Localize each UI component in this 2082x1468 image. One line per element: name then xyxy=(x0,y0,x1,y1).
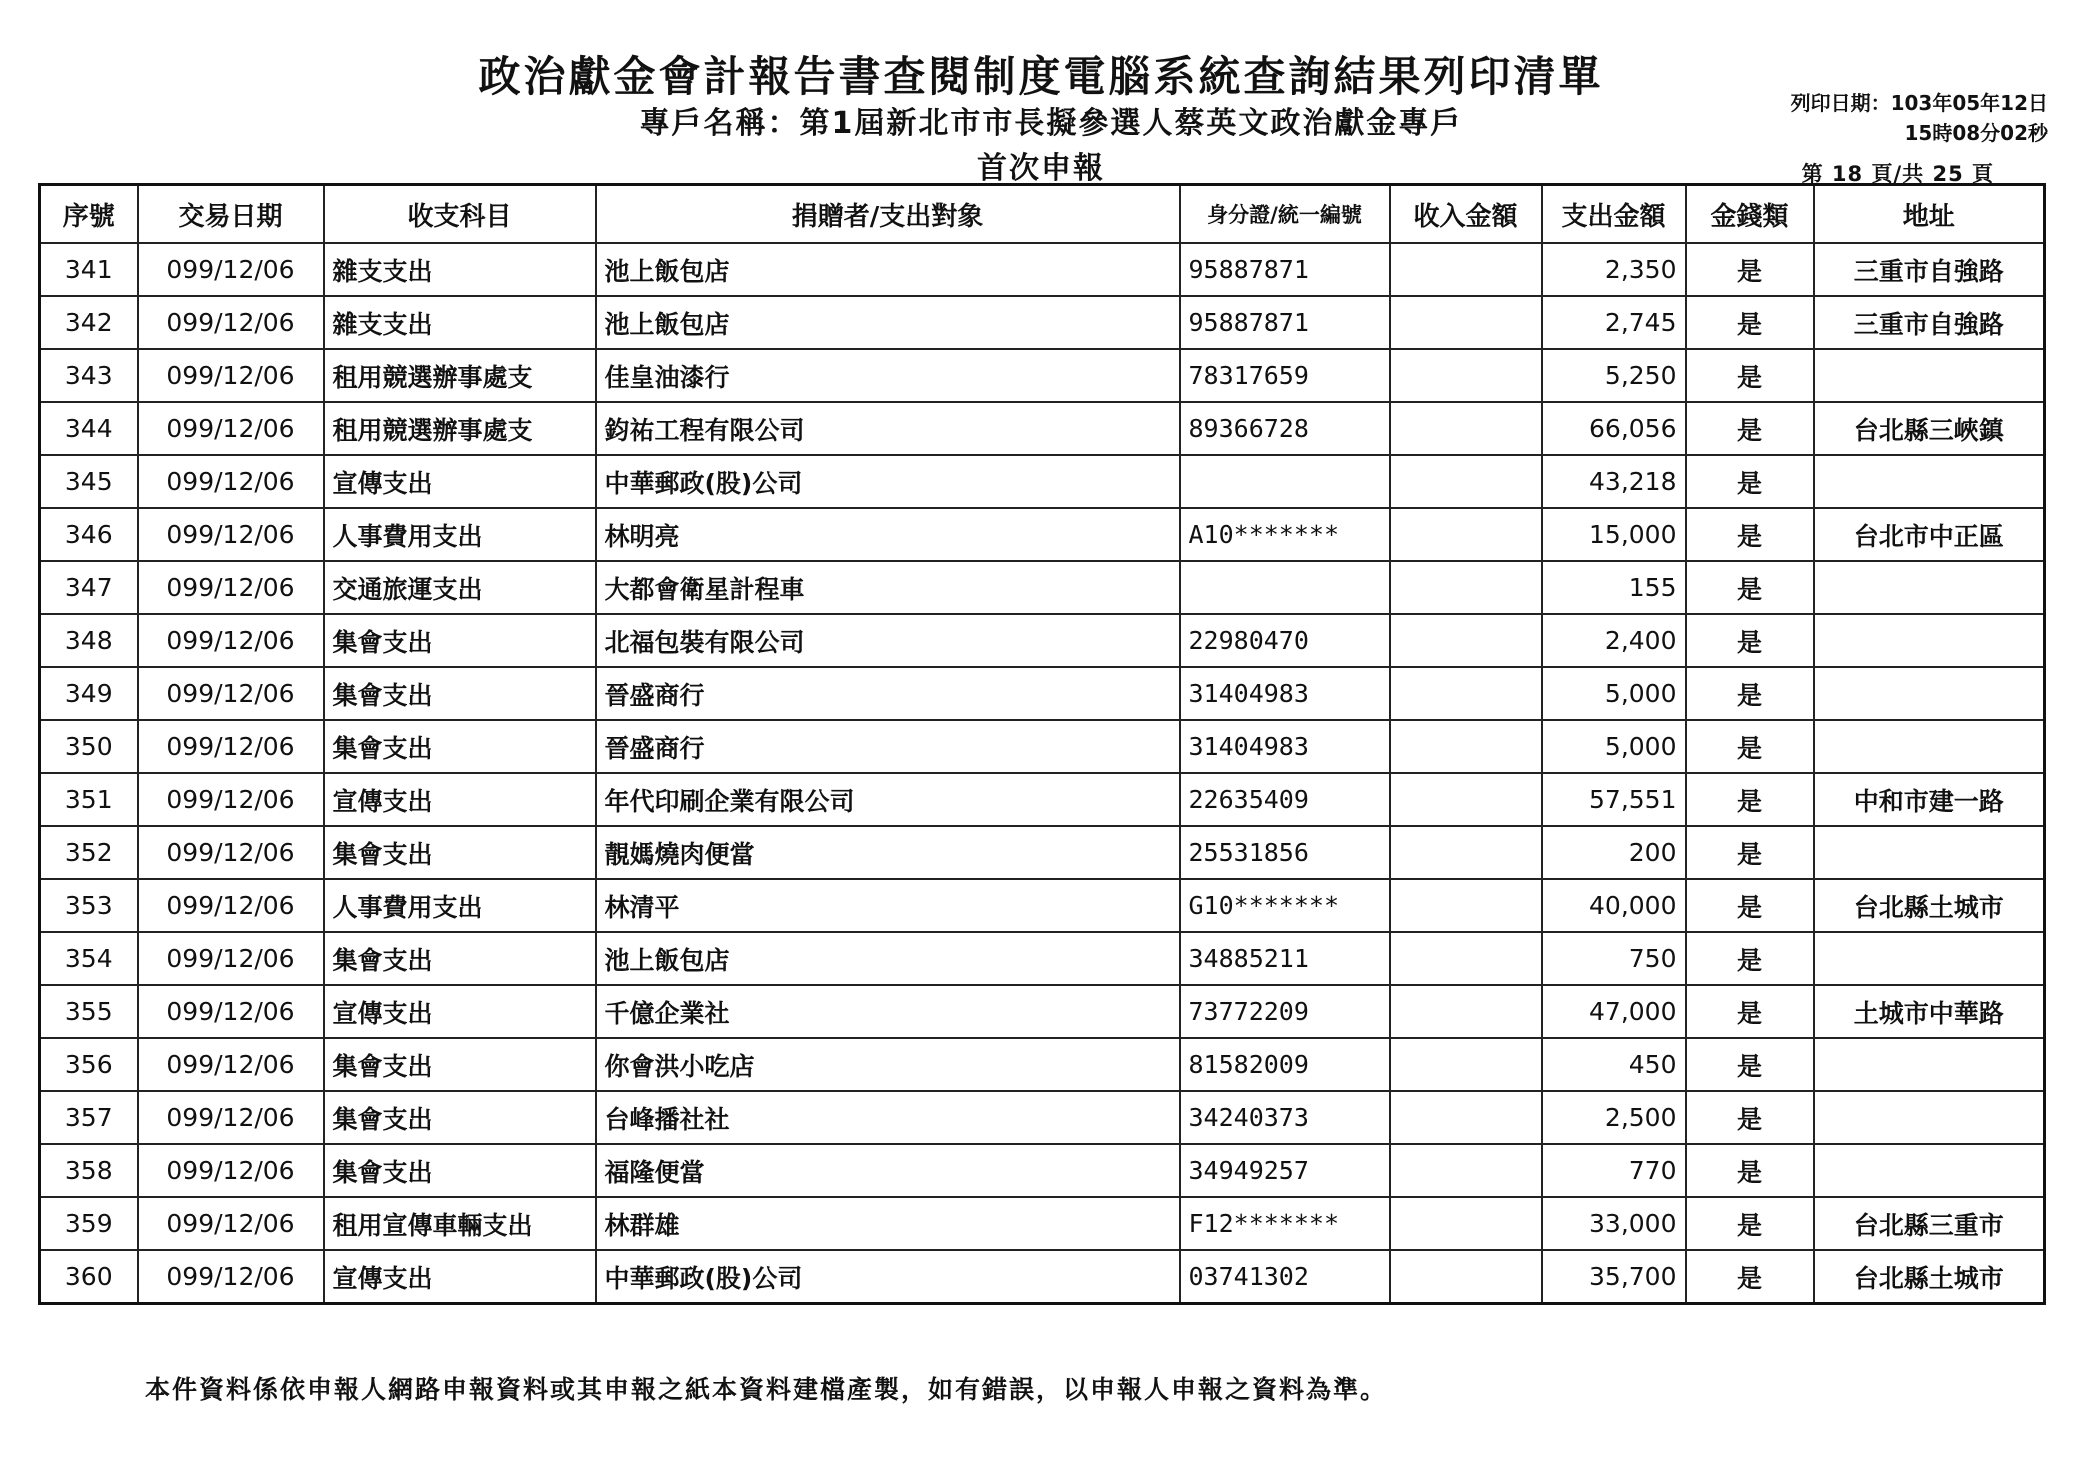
cell-date: 099/12/06 xyxy=(138,402,324,455)
cell-payee: 中華郵政(股)公司 xyxy=(596,455,1180,508)
table-header-row xyxy=(40,185,2045,244)
cell-seq: 349 xyxy=(40,667,138,720)
cell-id-number: 31404983 xyxy=(1180,667,1390,720)
cell-payee: 台峰播社社 xyxy=(596,1091,1180,1144)
cell-id-number: 22635409 xyxy=(1180,773,1390,826)
cell-payee: 晉盛商行 xyxy=(596,667,1180,720)
cell-seq: 354 xyxy=(40,932,138,985)
cell-seq: 342 xyxy=(40,296,138,349)
ledger-body xyxy=(40,243,2045,1304)
cell-seq: 353 xyxy=(40,879,138,932)
cell-expense: 35,700 xyxy=(1542,1250,1686,1304)
cell-date: 099/12/06 xyxy=(138,1197,324,1250)
table-row xyxy=(40,720,2045,773)
cell-category: 集會支出 xyxy=(324,720,596,773)
cell-address xyxy=(1814,455,2045,508)
cell-id-number: 25531856 xyxy=(1180,826,1390,879)
cell-address: 土城市中華路 xyxy=(1814,985,2045,1038)
table-row xyxy=(40,773,2045,826)
cell-payee: 北福包裝有限公司 xyxy=(596,614,1180,667)
cell-seq: 357 xyxy=(40,1091,138,1144)
cell-address xyxy=(1814,667,2045,720)
cell-income xyxy=(1390,349,1542,402)
cell-category: 雜支支出 xyxy=(324,296,596,349)
cell-expense: 40,000 xyxy=(1542,879,1686,932)
cell-expense: 2,400 xyxy=(1542,614,1686,667)
cell-address xyxy=(1814,1144,2045,1197)
cell-id-number: 89366728 xyxy=(1180,402,1390,455)
cell-id-number: A10******* xyxy=(1180,508,1390,561)
column-header-date: 交易日期 xyxy=(138,185,324,244)
cell-payee: 池上飯包店 xyxy=(596,932,1180,985)
cell-money-type: 是 xyxy=(1686,985,1814,1038)
cell-date: 099/12/06 xyxy=(138,508,324,561)
cell-address: 中和市建一路 xyxy=(1814,773,2045,826)
cell-date: 099/12/06 xyxy=(138,932,324,985)
cell-category: 租用競選辦事處支 xyxy=(324,402,596,455)
table-row xyxy=(40,508,2045,561)
cell-category: 集會支出 xyxy=(324,932,596,985)
cell-money-type: 是 xyxy=(1686,720,1814,773)
cell-income xyxy=(1390,1144,1542,1197)
column-header-id: 身分證/統一編號 xyxy=(1180,185,1390,244)
cell-address xyxy=(1814,349,2045,402)
cell-money-type: 是 xyxy=(1686,1197,1814,1250)
cell-money-type: 是 xyxy=(1686,455,1814,508)
cell-seq: 355 xyxy=(40,985,138,1038)
cell-seq: 343 xyxy=(40,349,138,402)
table-row xyxy=(40,879,2045,932)
cell-expense: 2,500 xyxy=(1542,1091,1686,1144)
cell-money-type: 是 xyxy=(1686,508,1814,561)
column-header-payee: 捐贈者/支出對象 xyxy=(596,185,1180,244)
cell-date: 099/12/06 xyxy=(138,455,324,508)
cell-category: 宣傳支出 xyxy=(324,985,596,1038)
cell-address: 台北縣土城市 xyxy=(1814,1250,2045,1304)
cell-income xyxy=(1390,667,1542,720)
cell-money-type: 是 xyxy=(1686,614,1814,667)
table-row xyxy=(40,1250,2045,1304)
cell-seq: 351 xyxy=(40,773,138,826)
cell-category: 集會支出 xyxy=(324,826,596,879)
cell-payee: 福隆便當 xyxy=(596,1144,1180,1197)
table-row xyxy=(40,826,2045,879)
cell-address: 台北縣三峽鎮 xyxy=(1814,402,2045,455)
cell-seq: 358 xyxy=(40,1144,138,1197)
cell-category: 集會支出 xyxy=(324,667,596,720)
cell-money-type: 是 xyxy=(1686,402,1814,455)
cell-id-number: 78317659 xyxy=(1180,349,1390,402)
cell-payee: 林明亮 xyxy=(596,508,1180,561)
cell-income xyxy=(1390,614,1542,667)
cell-date: 099/12/06 xyxy=(138,296,324,349)
cell-date: 099/12/06 xyxy=(138,720,324,773)
cell-expense: 155 xyxy=(1542,561,1686,614)
cell-payee: 晉盛商行 xyxy=(596,720,1180,773)
cell-income xyxy=(1390,932,1542,985)
cell-id-number xyxy=(1180,561,1390,614)
cell-date: 099/12/06 xyxy=(138,985,324,1038)
cell-id-number xyxy=(1180,455,1390,508)
cell-money-type: 是 xyxy=(1686,826,1814,879)
table-row xyxy=(40,1197,2045,1250)
cell-expense: 450 xyxy=(1542,1038,1686,1091)
cell-income xyxy=(1390,1091,1542,1144)
print-timestamp xyxy=(1791,88,2048,148)
cell-id-number: 22980470 xyxy=(1180,614,1390,667)
column-header-address: 地址 xyxy=(1814,185,2045,244)
print-time: 15時08分02秒 xyxy=(1904,121,2048,145)
cell-payee: 鈞祐工程有限公司 xyxy=(596,402,1180,455)
cell-date: 099/12/06 xyxy=(138,773,324,826)
cell-expense: 770 xyxy=(1542,1144,1686,1197)
cell-address xyxy=(1814,1091,2045,1144)
cell-category: 人事費用支出 xyxy=(324,879,596,932)
cell-income xyxy=(1390,296,1542,349)
cell-seq: 344 xyxy=(40,402,138,455)
cell-expense: 15,000 xyxy=(1542,508,1686,561)
cell-address xyxy=(1814,826,2045,879)
cell-date: 099/12/06 xyxy=(138,561,324,614)
table-row xyxy=(40,667,2045,720)
table-row xyxy=(40,296,2045,349)
cell-id-number: 31404983 xyxy=(1180,720,1390,773)
cell-payee: 大都會衛星計程車 xyxy=(596,561,1180,614)
cell-date: 099/12/06 xyxy=(138,1038,324,1091)
cell-date: 099/12/06 xyxy=(138,879,324,932)
cell-expense: 200 xyxy=(1542,826,1686,879)
cell-payee: 佳皇油漆行 xyxy=(596,349,1180,402)
cell-payee: 你會洪小吃店 xyxy=(596,1038,1180,1091)
cell-money-type: 是 xyxy=(1686,1144,1814,1197)
cell-id-number: 95887871 xyxy=(1180,243,1390,296)
cell-money-type: 是 xyxy=(1686,879,1814,932)
table-row xyxy=(40,455,2045,508)
cell-income xyxy=(1390,243,1542,296)
filing-type: 首次申報 xyxy=(977,151,1105,186)
cell-seq: 356 xyxy=(40,1038,138,1091)
table-row xyxy=(40,1091,2045,1144)
cell-date: 099/12/06 xyxy=(138,614,324,667)
cell-expense: 750 xyxy=(1542,932,1686,985)
cell-expense: 5,250 xyxy=(1542,349,1686,402)
column-header-income: 收入金額 xyxy=(1390,185,1542,244)
cell-income xyxy=(1390,826,1542,879)
table-row xyxy=(40,614,2045,667)
cell-category: 集會支出 xyxy=(324,614,596,667)
cell-seq: 345 xyxy=(40,455,138,508)
page-info: 第 18 頁/共 25 頁 xyxy=(1801,162,1994,186)
column-header-expense: 支出金額 xyxy=(1542,185,1686,244)
cell-category: 集會支出 xyxy=(324,1144,596,1197)
cell-date: 099/12/06 xyxy=(138,1144,324,1197)
cell-id-number: 03741302 xyxy=(1180,1250,1390,1304)
column-header-category: 收支科目 xyxy=(324,185,596,244)
cell-income xyxy=(1390,773,1542,826)
cell-income xyxy=(1390,1197,1542,1250)
cell-expense: 43,218 xyxy=(1542,455,1686,508)
cell-payee: 千億企業社 xyxy=(596,985,1180,1038)
cell-expense: 5,000 xyxy=(1542,667,1686,720)
cell-seq: 359 xyxy=(40,1197,138,1250)
cell-seq: 341 xyxy=(40,243,138,296)
cell-address: 台北市中正區 xyxy=(1814,508,2045,561)
table-row xyxy=(40,402,2045,455)
account-name: 專戶名稱：第1屆新北市市長擬參選人蔡英文政治獻金專戶 xyxy=(639,106,1463,141)
cell-income xyxy=(1390,879,1542,932)
cell-address xyxy=(1814,932,2045,985)
cell-address: 台北縣土城市 xyxy=(1814,879,2045,932)
column-header-seq: 序號 xyxy=(40,185,138,244)
document-title: 政治獻金會計報告書查閱制度電腦系統查詢結果列印清單 xyxy=(478,52,1604,101)
cell-address xyxy=(1814,561,2045,614)
cell-category: 集會支出 xyxy=(324,1091,596,1144)
cell-income xyxy=(1390,402,1542,455)
cell-category: 人事費用支出 xyxy=(324,508,596,561)
cell-expense: 2,745 xyxy=(1542,296,1686,349)
cell-money-type: 是 xyxy=(1686,932,1814,985)
cell-payee: 中華郵政(股)公司 xyxy=(596,1250,1180,1304)
cell-seq: 348 xyxy=(40,614,138,667)
cell-address: 三重市自強路 xyxy=(1814,243,2045,296)
cell-seq: 346 xyxy=(40,508,138,561)
cell-date: 099/12/06 xyxy=(138,667,324,720)
cell-id-number: F12******* xyxy=(1180,1197,1390,1250)
cell-category: 集會支出 xyxy=(324,1038,596,1091)
table-row xyxy=(40,561,2045,614)
cell-income xyxy=(1390,561,1542,614)
cell-category: 租用競選辦事處支 xyxy=(324,349,596,402)
cell-money-type: 是 xyxy=(1686,1038,1814,1091)
table-row xyxy=(40,985,2045,1038)
cell-category: 宣傳支出 xyxy=(324,773,596,826)
print-date: 列印日期：103年05年12日 xyxy=(1790,91,2048,115)
cell-date: 099/12/06 xyxy=(138,243,324,296)
cell-category: 租用宣傳車輛支出 xyxy=(324,1197,596,1250)
cell-payee: 池上飯包店 xyxy=(596,243,1180,296)
cell-expense: 47,000 xyxy=(1542,985,1686,1038)
cell-address xyxy=(1814,720,2045,773)
table-row xyxy=(40,349,2045,402)
cell-expense: 57,551 xyxy=(1542,773,1686,826)
cell-money-type: 是 xyxy=(1686,243,1814,296)
cell-income xyxy=(1390,508,1542,561)
cell-date: 099/12/06 xyxy=(138,1250,324,1304)
table-row xyxy=(40,1038,2045,1091)
cell-seq: 352 xyxy=(40,826,138,879)
table-row xyxy=(40,243,2045,296)
cell-id-number: 95887871 xyxy=(1180,296,1390,349)
cell-address: 台北縣三重市 xyxy=(1814,1197,2045,1250)
cell-id-number: 81582009 xyxy=(1180,1038,1390,1091)
cell-seq: 360 xyxy=(40,1250,138,1304)
cell-date: 099/12/06 xyxy=(138,349,324,402)
cell-expense: 5,000 xyxy=(1542,720,1686,773)
cell-address xyxy=(1814,1038,2045,1091)
cell-income xyxy=(1390,985,1542,1038)
cell-seq: 347 xyxy=(40,561,138,614)
cell-id-number: 34240373 xyxy=(1180,1091,1390,1144)
cell-category: 雜支支出 xyxy=(324,243,596,296)
cell-payee: 靚媽燒肉便當 xyxy=(596,826,1180,879)
cell-money-type: 是 xyxy=(1686,349,1814,402)
footnote: 本件資料係依申報人網路申報資料或其申報之紙本資料建檔產製，如有錯誤，以申報人申報之資料為準。 xyxy=(145,1375,1388,1404)
cell-address xyxy=(1814,614,2045,667)
cell-income xyxy=(1390,1250,1542,1304)
cell-money-type: 是 xyxy=(1686,773,1814,826)
cell-expense: 33,000 xyxy=(1542,1197,1686,1250)
cell-money-type: 是 xyxy=(1686,561,1814,614)
cell-payee: 林群雄 xyxy=(596,1197,1180,1250)
table-row xyxy=(40,932,2045,985)
table-row xyxy=(40,1144,2045,1197)
cell-income xyxy=(1390,720,1542,773)
cell-date: 099/12/06 xyxy=(138,1091,324,1144)
cell-seq: 350 xyxy=(40,720,138,773)
cell-id-number: 34949257 xyxy=(1180,1144,1390,1197)
cell-category: 宣傳支出 xyxy=(324,1250,596,1304)
cell-payee: 林清平 xyxy=(596,879,1180,932)
cell-id-number: G10******* xyxy=(1180,879,1390,932)
cell-income xyxy=(1390,1038,1542,1091)
column-header-money-type: 金錢類 xyxy=(1686,185,1814,244)
cell-payee: 池上飯包店 xyxy=(596,296,1180,349)
cell-income xyxy=(1390,455,1542,508)
cell-category: 交通旅運支出 xyxy=(324,561,596,614)
cell-money-type: 是 xyxy=(1686,1250,1814,1304)
cell-id-number: 73772209 xyxy=(1180,985,1390,1038)
cell-expense: 66,056 xyxy=(1542,402,1686,455)
cell-payee: 年代印刷企業有限公司 xyxy=(596,773,1180,826)
cell-address: 三重市自強路 xyxy=(1814,296,2045,349)
cell-category: 宣傳支出 xyxy=(324,455,596,508)
cell-date: 099/12/06 xyxy=(138,826,324,879)
cell-money-type: 是 xyxy=(1686,296,1814,349)
cell-money-type: 是 xyxy=(1686,1091,1814,1144)
cell-money-type: 是 xyxy=(1686,667,1814,720)
ledger-table xyxy=(38,183,2046,1305)
cell-expense: 2,350 xyxy=(1542,243,1686,296)
cell-id-number: 34885211 xyxy=(1180,932,1390,985)
